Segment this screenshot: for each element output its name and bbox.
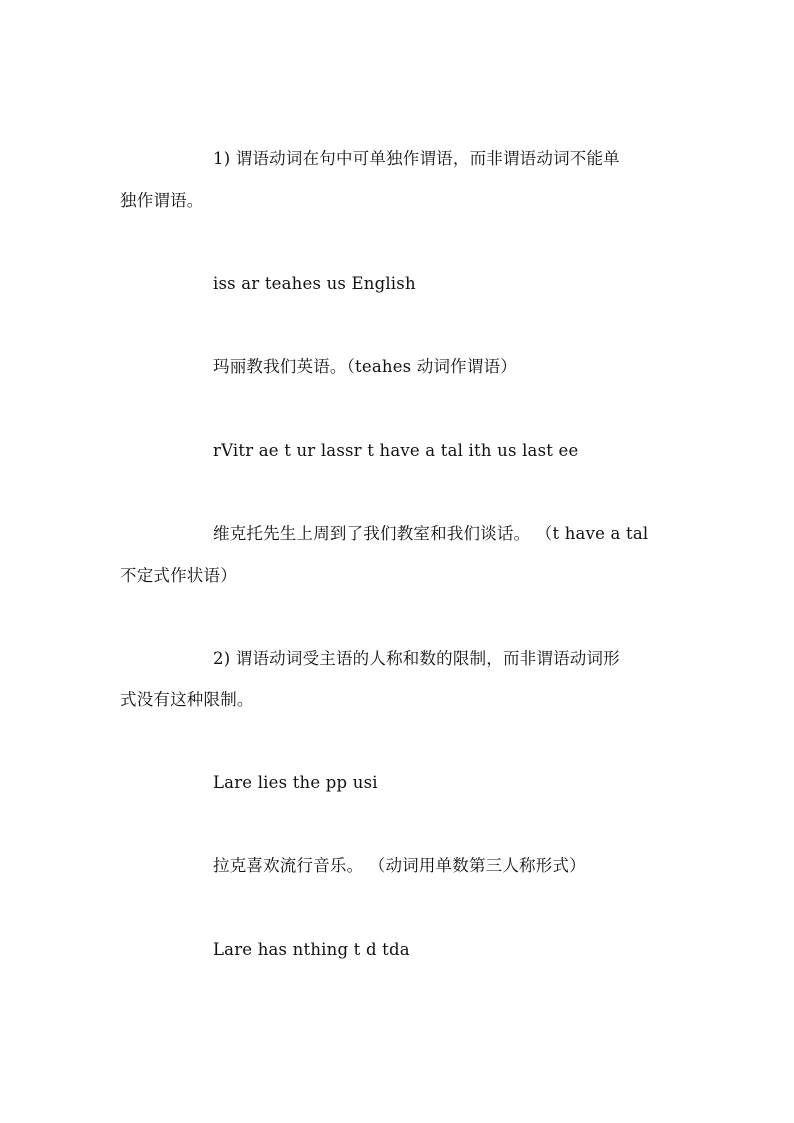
paragraph-7-english-example: Lare lies the pp usi xyxy=(213,773,378,792)
paragraph-5-line-1: 维克托先生上周到了我们教室和我们谈话。 （t have a tal xyxy=(213,524,649,543)
paragraph-2-english-example: iss ar teahes us English xyxy=(213,274,416,293)
paragraph-6-line-1: 2) 谓语动词受主语的人称和数的限制，而非谓语动词形 xyxy=(213,649,620,668)
paragraph-5-line-2: 不定式作状语） xyxy=(120,566,237,585)
paragraph-6-line-2: 式没有这种限制。 xyxy=(120,690,254,709)
paragraph-1-line-1: 1) 谓语动词在句中可单独作谓语，而非谓语动词不能单 xyxy=(213,149,620,168)
paragraph-8-translation: 拉克喜欢流行音乐。 （动词用单数第三人称形式） xyxy=(213,856,586,875)
paragraph-1-line-2: 独作谓语。 xyxy=(120,191,204,210)
paragraph-4-english-example: rVitr ae t ur lassr t have a tal ith us last ee xyxy=(213,441,579,460)
paragraph-9-english-example: Lare has nthing t d tda xyxy=(213,940,410,959)
paragraph-3-translation: 玛丽教我们英语。（teahes 动词作谓语） xyxy=(213,357,517,376)
